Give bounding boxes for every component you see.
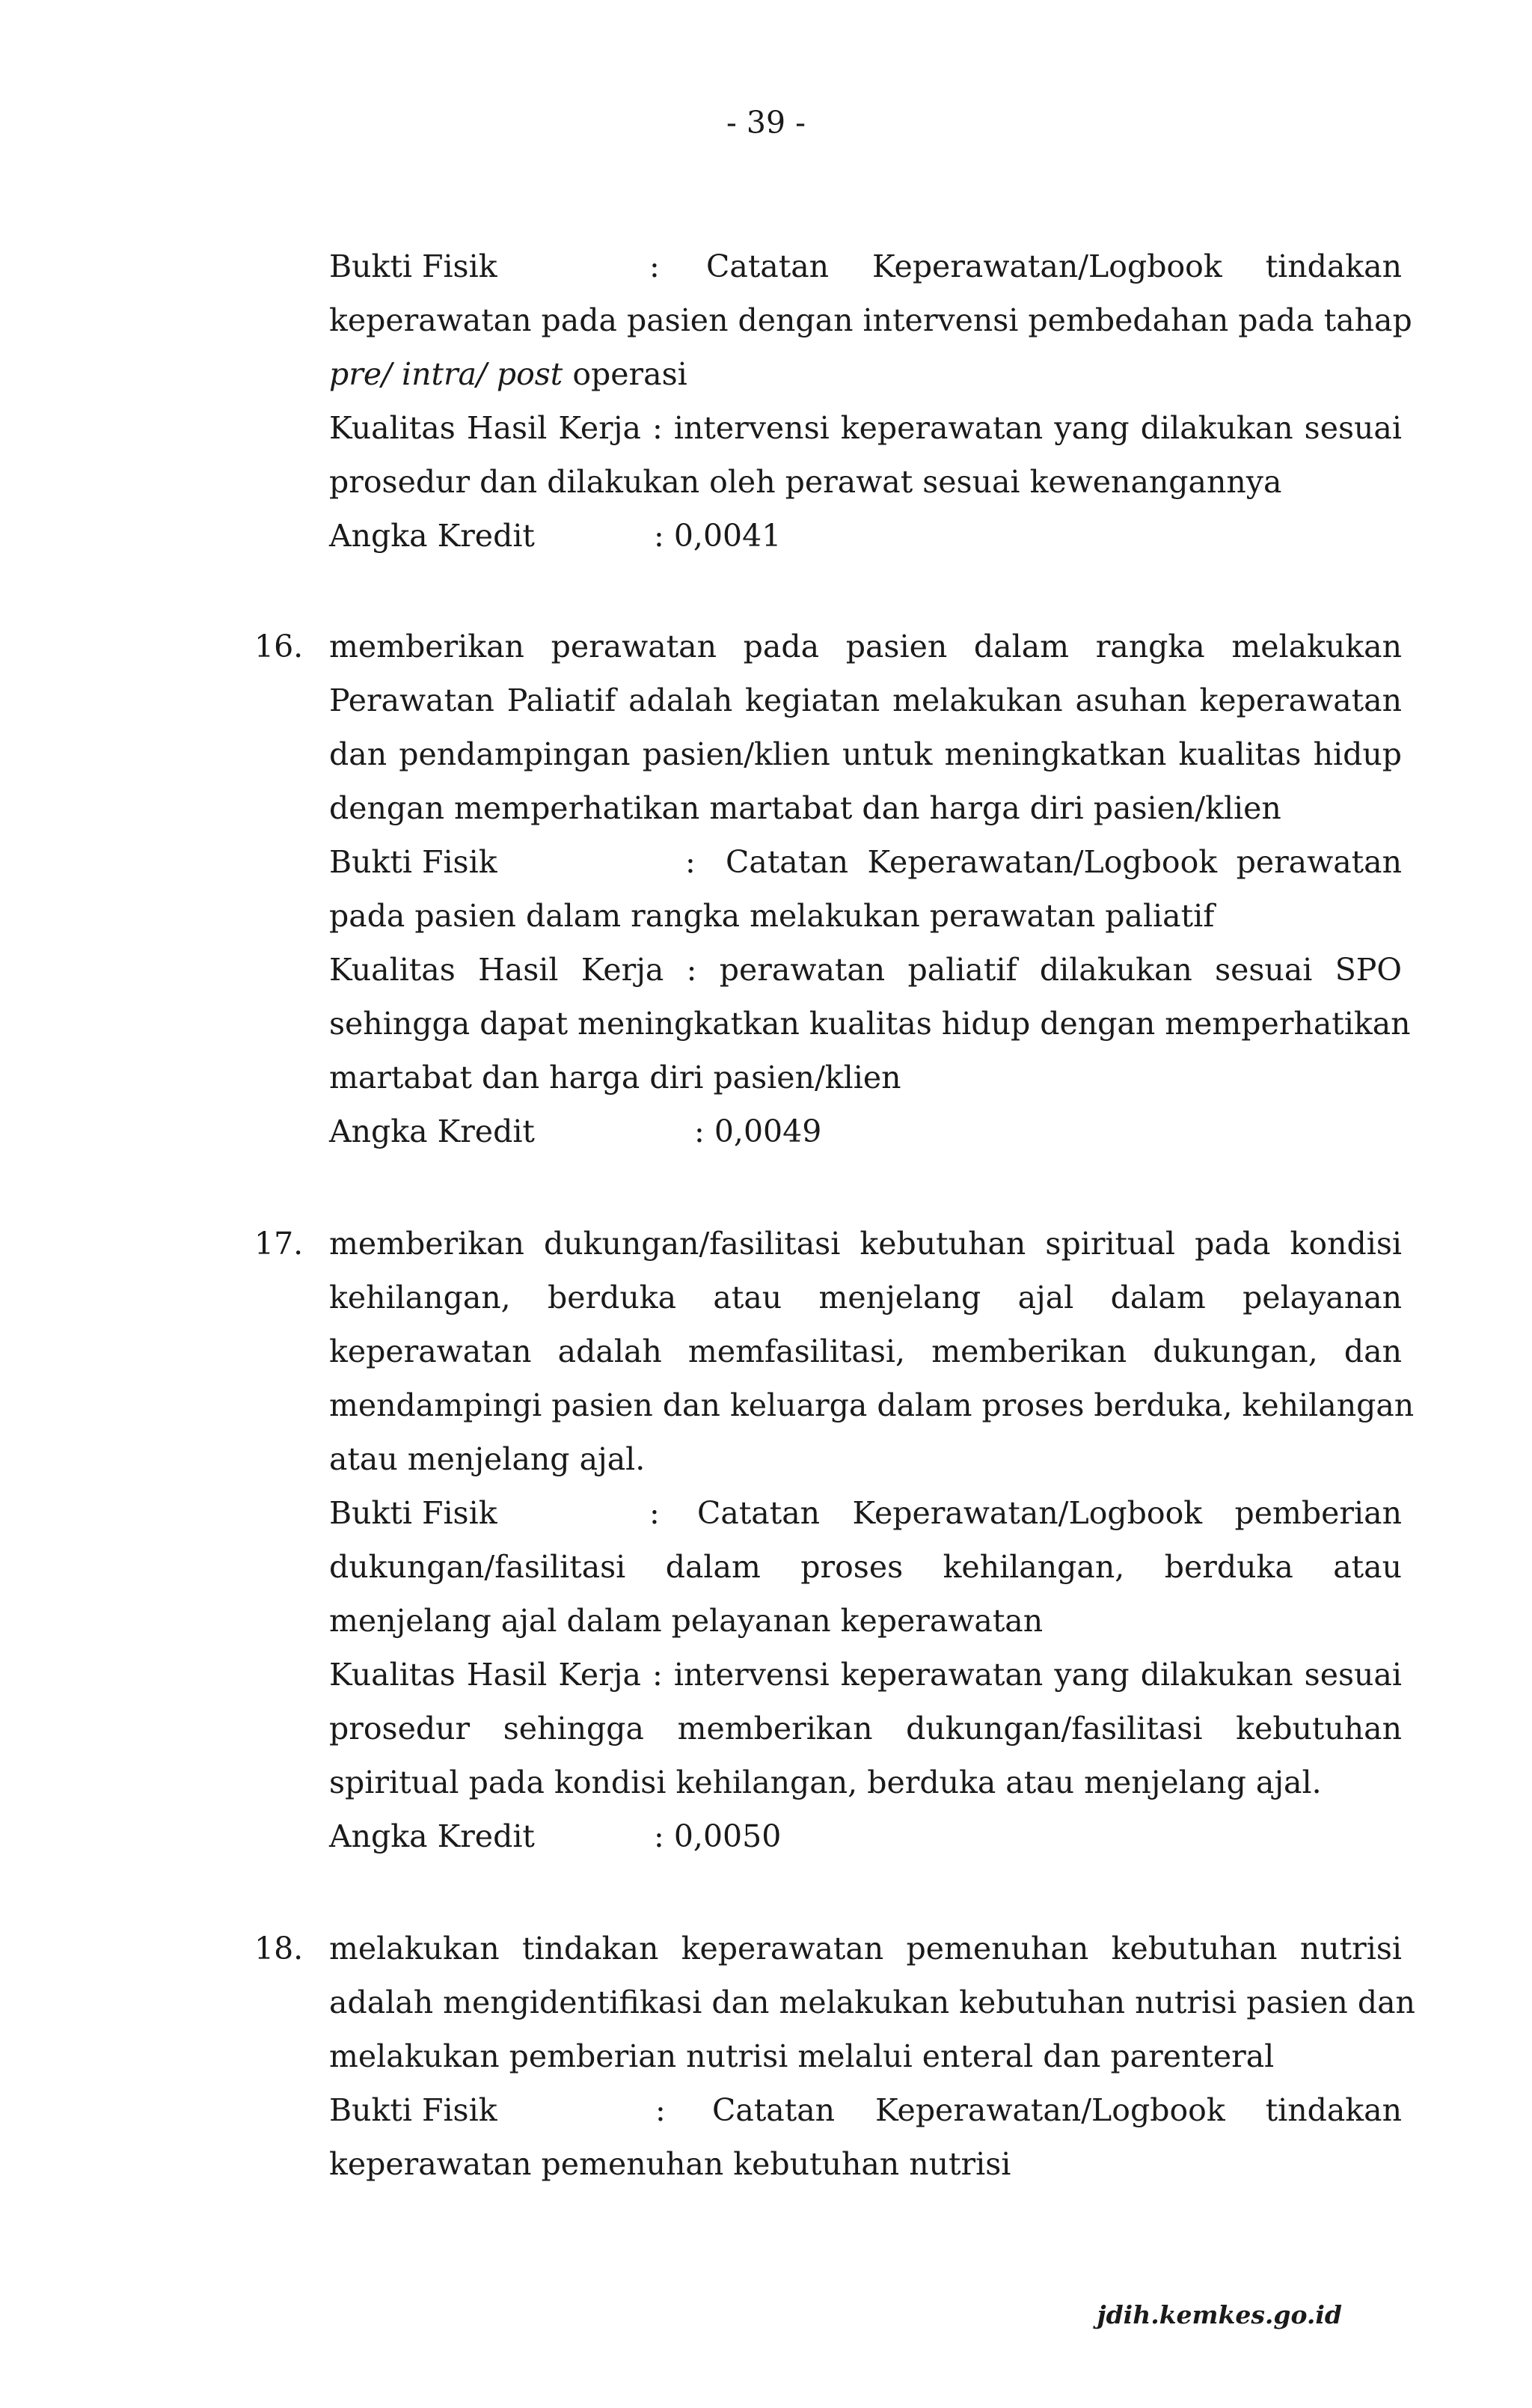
bukti-fisik-row <box>329 2083 1402 2137</box>
bukti-fisik-line: keperawatan pemenuhan kebutuhan nutrisi <box>329 2146 1011 2182</box>
bukti-fisik-line: keperawatan pada pasien dengan intervensi pembedahan pada tahap <box>329 302 1412 338</box>
description-line: atau menjelang ajal. <box>329 1441 646 1477</box>
bukti-fisik-value: Catatan Keperawatan/Logbook pemberian <box>697 1495 1402 1531</box>
angka-kredit-label: Angka Kredit <box>329 1113 535 1149</box>
item-number: 16. <box>254 629 304 664</box>
kualitas-line: Kualitas Hasil Kerja : intervensi keperawatan yang dilakukan sesuai <box>329 410 1402 446</box>
footer-source-link: jdih.kemkes.go.id <box>1097 2300 1342 2329</box>
bukti-fisik-value: Catatan Keperawatan/Logbook tindakan <box>712 2092 1402 2128</box>
colon: : <box>649 248 660 284</box>
description-line: memberikan dukungan/fasilitasi kebutuhan spiritual pada kondisi <box>329 1226 1402 1262</box>
kualitas-line: Kualitas Hasil Kerja : perawatan paliatif dilakukan sesuai SPO <box>329 952 1402 988</box>
kualitas-line: Kualitas Hasil Kerja : intervensi keperawatan yang dilakukan sesuai <box>329 1657 1402 1693</box>
bukti-fisik-row <box>329 835 1402 889</box>
description-line: keperawatan adalah memfasilitasi, memberikan dukungan, dan <box>329 1333 1402 1369</box>
description-line: kehilangan, berduka atau menjelang ajal dalam pelayanan <box>329 1280 1402 1315</box>
kualitas-line: spiritual pada kondisi kehilangan, berduka atau menjelang ajal. <box>329 1764 1322 1800</box>
bukti-fisik-value: Catatan Keperawatan/Logbook tindakan <box>706 248 1402 284</box>
bukti-fisik-label: Bukti Fisik <box>329 2092 497 2128</box>
bukti-fisik-row <box>329 239 1402 293</box>
bukti-fisik-value: Catatan Keperawatan/Logbook perawatan <box>726 844 1402 880</box>
bukti-fisik-label: Bukti Fisik <box>329 1495 497 1531</box>
angka-kredit-label: Angka Kredit <box>329 1818 535 1854</box>
angka-kredit-row <box>329 1809 1402 1863</box>
kualitas-line: prosedur dan dilakukan oleh perawat sesuai kewenangannya <box>329 464 1282 500</box>
description-line: adalah mengidentifikasi dan melakukan kebutuhan nutrisi pasien dan <box>329 1984 1415 2020</box>
kualitas-line: prosedur sehingga memberikan dukungan/fasilitasi kebutuhan <box>329 1711 1402 1747</box>
description-line: dan pendampingan pasien/klien untuk meningkatkan kualitas hidup <box>329 736 1402 772</box>
phase-italic: pre/ intra/ post <box>329 356 563 392</box>
description-line: Perawatan Paliatif adalah kegiatan melakukan asuhan keperawatan <box>329 682 1402 718</box>
bukti-fisik-label: Bukti Fisik <box>329 248 497 284</box>
item-number: 18. <box>254 1931 304 1967</box>
kualitas-line: sehingga dapat meningkatkan kualitas hidup dengan memperhatikan <box>329 1006 1411 1042</box>
description-line: memberikan perawatan pada pasien dalam rangka melakukan <box>329 629 1402 664</box>
angka-kredit-label: Angka Kredit <box>329 518 535 554</box>
angka-kredit-row <box>329 509 1402 563</box>
description-line: dengan memperhatikan martabat dan harga diri pasien/klien <box>329 790 1281 826</box>
page-number: - 39 - <box>726 105 806 141</box>
bukti-fisik-row <box>329 1486 1402 1540</box>
bukti-fisik-line: pada pasien dalam rangka melakukan perawatan paliatif <box>329 898 1215 934</box>
bukti-fisik-label: Bukti Fisik <box>329 844 497 880</box>
angka-kredit-value: : 0,0049 <box>694 1113 822 1149</box>
colon: : <box>649 1495 660 1531</box>
kualitas-line: martabat dan harga diri pasien/klien <box>329 1060 901 1095</box>
item-number: 17. <box>254 1226 304 1262</box>
angka-kredit-value: : 0,0041 <box>654 518 782 554</box>
bukti-fisik-line: menjelang ajal dalam pelayanan keperawatan <box>329 1603 1044 1639</box>
description-line: mendampingi pasien dan keluarga dalam proses berduka, kehilangan <box>329 1387 1415 1423</box>
angka-kredit-value: : 0,0050 <box>654 1818 782 1854</box>
colon: : <box>685 844 696 880</box>
angka-kredit-row <box>329 1104 1402 1158</box>
description-line: melakukan pemberian nutrisi melalui enteral dan parenteral <box>329 2038 1275 2074</box>
bukti-fisik-line <box>329 347 1402 401</box>
bukti-fisik-line: dukungan/fasilitasi dalam proses kehilangan, berduka atau <box>329 1549 1402 1585</box>
phase-rest: operasi <box>563 356 687 392</box>
description-line: melakukan tindakan keperawatan pemenuhan kebutuhan nutrisi <box>329 1931 1402 1967</box>
colon: : <box>655 2092 666 2128</box>
